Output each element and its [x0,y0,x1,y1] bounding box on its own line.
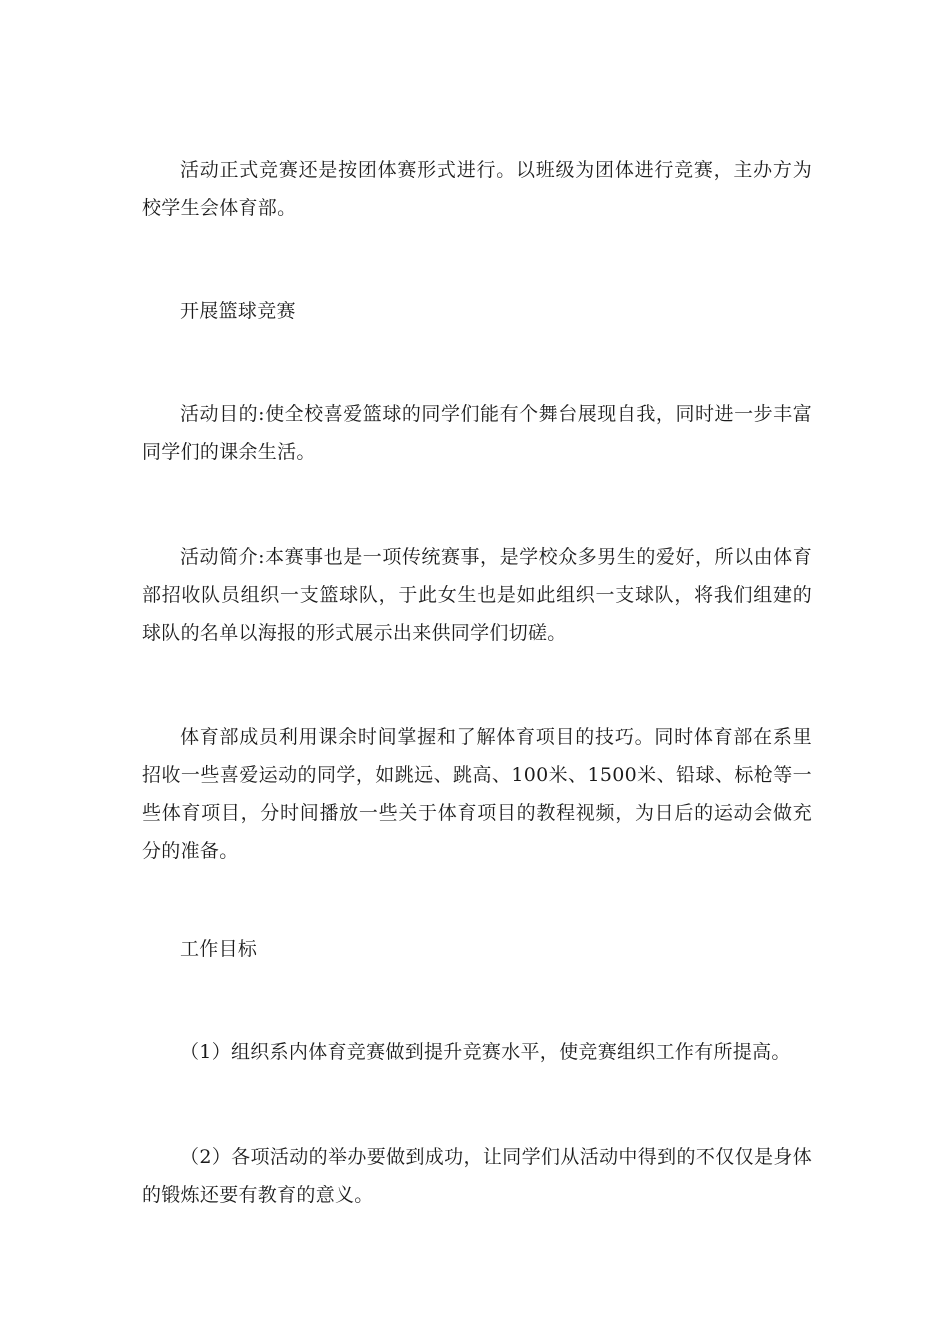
paragraph-sports-department: 体育部成员利用课余时间掌握和了解体育项目的技巧。同时体育部在系里招收一些喜爱运动的同学，如跳远、跳高、100米、1500米、铅球、标枪等一些体育项目，分时间播放一些关于体育项目的教程视频，为日后的运动会做充分的准备。 [142,726,812,862]
paragraph-goal-2: （2）各项活动的举办要做到成功，让同学们从活动中得到的不仅仅是身体的锻炼还要有教育的意义。 [142,1146,812,1206]
heading-basketball-competition: 开展篮球竞赛 [180,300,296,322]
paragraph-goal-1: （1）组织系内体育竞赛做到提升竞赛水平，使竞赛组织工作有所提高。 [180,1041,791,1063]
paragraph-activity-intro: 活动简介:本赛事也是一项传统赛事，是学校众多男生的爱好，所以由体育部招收队员组织一支篮球队，于此女生也是如此组织一支球队，将我们组建的球队的名单以海报的形式展示出来供同学们切磋。 [142,546,812,644]
paragraph-competition-format: 活动正式竞赛还是按团体赛形式进行。以班级为团体进行竞赛，主办方为校学生会体育部。 [142,159,812,219]
paragraph-activity-purpose: 活动目的:使全校喜爱篮球的同学们能有个舞台展现自我，同时进一步丰富同学们的课余生活。 [142,403,812,463]
heading-work-goals: 工作目标 [180,938,258,960]
